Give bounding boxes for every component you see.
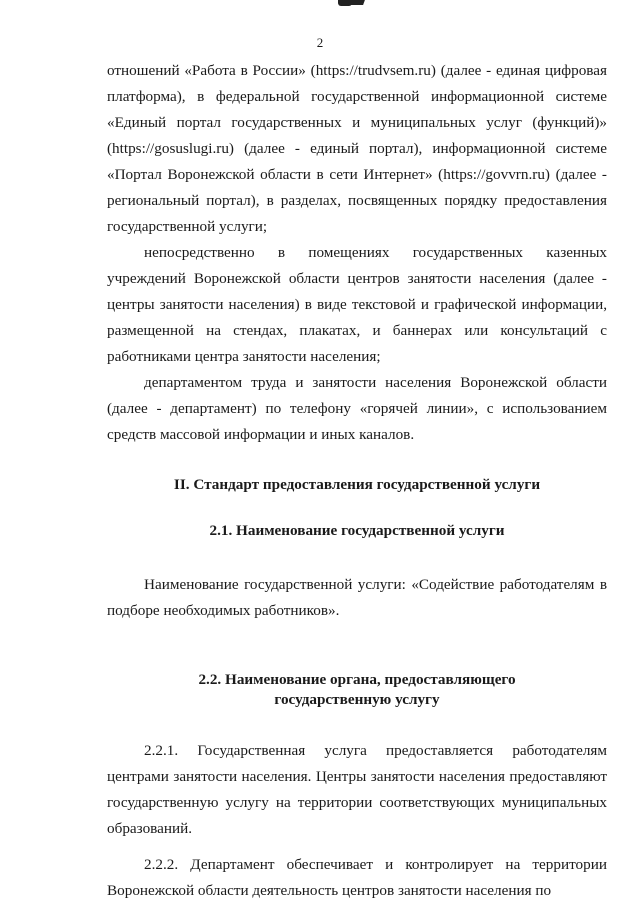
section-heading-standard: II. Стандарт предоставления государственной услуги xyxy=(173,476,541,493)
paragraph-2-2-2: 2.2.2. Департамент обеспечивает и контролирует на территории Воронежской области деятельность центров занятости населения по xyxy=(107,856,607,899)
paragraph-2-2-1: 2.2.1. Государственная услуга предоставляется работодателям центрами занятости населения. Центры занятости населения предоставляют государственную услугу на территории соответствующих муниципальных образований. xyxy=(107,742,607,837)
subsection-heading-2-1: 2.1. Наименование государственной услуги xyxy=(209,522,505,539)
subsection-heading-2-2-line1: 2.2. Наименование органа, предоставляющего xyxy=(198,671,516,688)
subsection-heading-2-2-line2: государственную услугу xyxy=(274,691,440,708)
paragraph-service-name: Наименование государственной услуги: «Содействие работодателям в подборе необходимых работников». xyxy=(107,576,607,619)
page-number: 2 xyxy=(316,35,324,50)
document-body xyxy=(107,58,607,904)
subsection-heading-2-2 xyxy=(107,670,607,710)
paragraph-continuation: отношений «Работа в России» (https://trudvsem.ru) (далее - единая цифровая платформа), в федеральной государственной информационной системе «Единый портал государственных и муниципальных услуг (функций)» (https://gosuslugi.ru) (далее - единый портал), информационной системе «Портал Воронежской области в сети Интернет» (https://govvrn.ru) (далее - региональный портал), в разделах, посвященных порядку предоставления государственной услуги; xyxy=(107,62,607,235)
scan-artifact-mark xyxy=(338,0,352,6)
paragraph-premises: непосредственно в помещениях государственных казенных учреждений Воронежской области центров занятости населения (далее - центры занятости населения) в виде текстовой и графической информации, размещенной на стендах, плакатах, и баннерах или консультаций с работниками центра занятости населения; xyxy=(107,244,607,365)
paragraph-department: департаментом труда и занятости населения Воронежской области (далее - департамент) по телефону «горячей линии», с использованием средств массовой информации и иных каналов. xyxy=(107,374,607,443)
